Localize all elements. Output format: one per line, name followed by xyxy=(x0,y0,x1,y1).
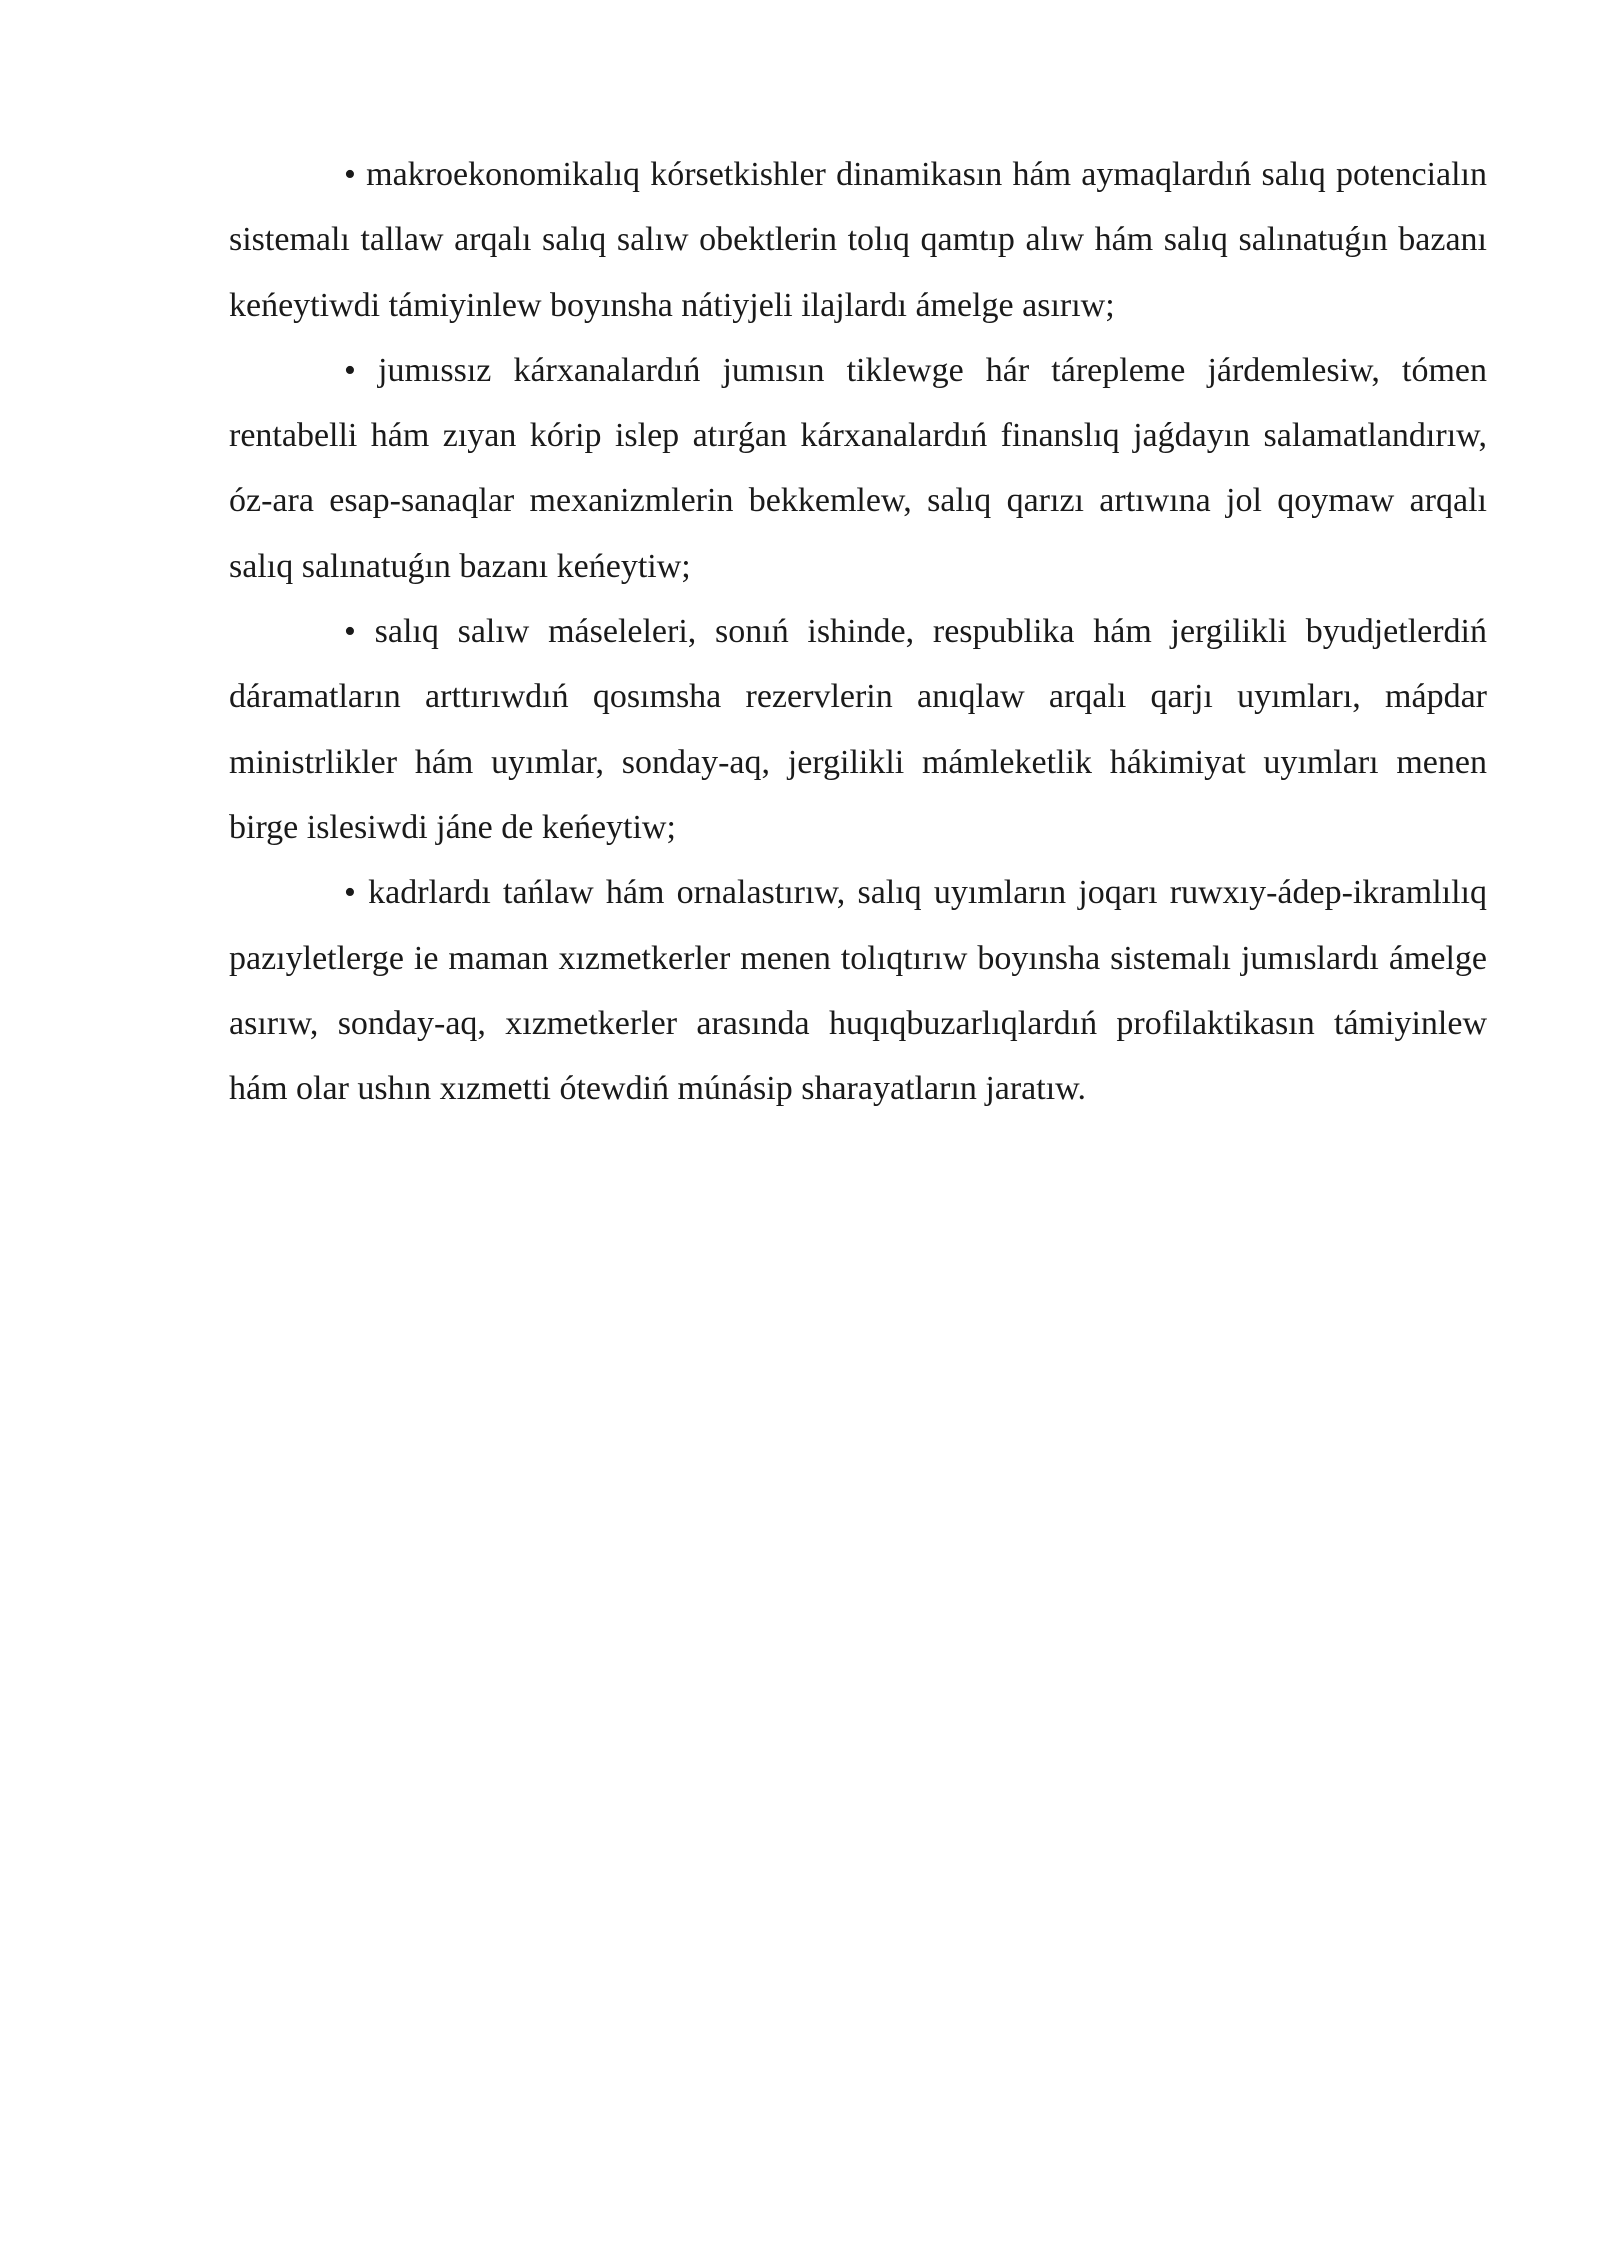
list-item xyxy=(229,860,1487,1121)
bullet-marker: • xyxy=(344,156,356,193)
list-item-text: salıq salıw máseleleri, sonıń ishinde, respublika hám jergilikli byudjetlerdiń dáramatların arttırıwdıń qosımsha rezervlerin anıqlaw arqalı qarjı uyımları, mápdar ministrlikler hám uyımlar, sonday-aq, jergilikli mámleketlik hákimiyat uyımları menen birge islesiwdi jáne de keńeytiw; xyxy=(229,613,1487,846)
document-body xyxy=(229,142,1487,1121)
bullet-marker: • xyxy=(344,874,356,912)
list-item xyxy=(229,142,1487,338)
list-item xyxy=(229,599,1487,860)
bullet-marker: • xyxy=(344,613,356,651)
bullet-marker: • xyxy=(344,351,356,389)
list-item-text: jumıssız kárxanalardıń jumısın tiklewge hár tárepleme járdemlesiw, tómen rentabelli hám zıyan kórip islep atırǵan kárxanalardıń finanslıq jaǵdayın salamatlandırıw, óz-ara esap-sanaqlar mexanizmlerin bekkemlew, salıq qarızı artıwına jol qoymaw arqalı salıq salınatuǵın bazanı keńeytiw; xyxy=(229,351,1487,585)
list-item-text: makroekonomikalıq kórsetkishler dinamikasın hám aymaqlardıń salıq potencialın sistemalı tallaw arqalı salıq salıw obektlerin tolıq qamtıp alıw hám salıq salınatuǵın bazanı keńeytiwdi támiyinlew boyınsha nátiyjeli ilajlardı ámelge asırıw; xyxy=(229,156,1487,324)
list-item-text: kadrlardı tańlaw hám ornalastırıw, salıq uyımların joqarı ruwxıy-ádep-ikramlılıq pazıyletlerge ie maman xızmetkerler menen tolıqtırıw boyınsha sistemalı jumıslardı ámelge asırıw, sonday-aq, xızmetkerler arasında huqıqbuzarlıqlardıń profilaktikasın támiyinlew hám olar ushın xızmetti ótewdiń múnásip sharayatların jaratıw. xyxy=(229,874,1488,1108)
list-item xyxy=(229,338,1487,599)
